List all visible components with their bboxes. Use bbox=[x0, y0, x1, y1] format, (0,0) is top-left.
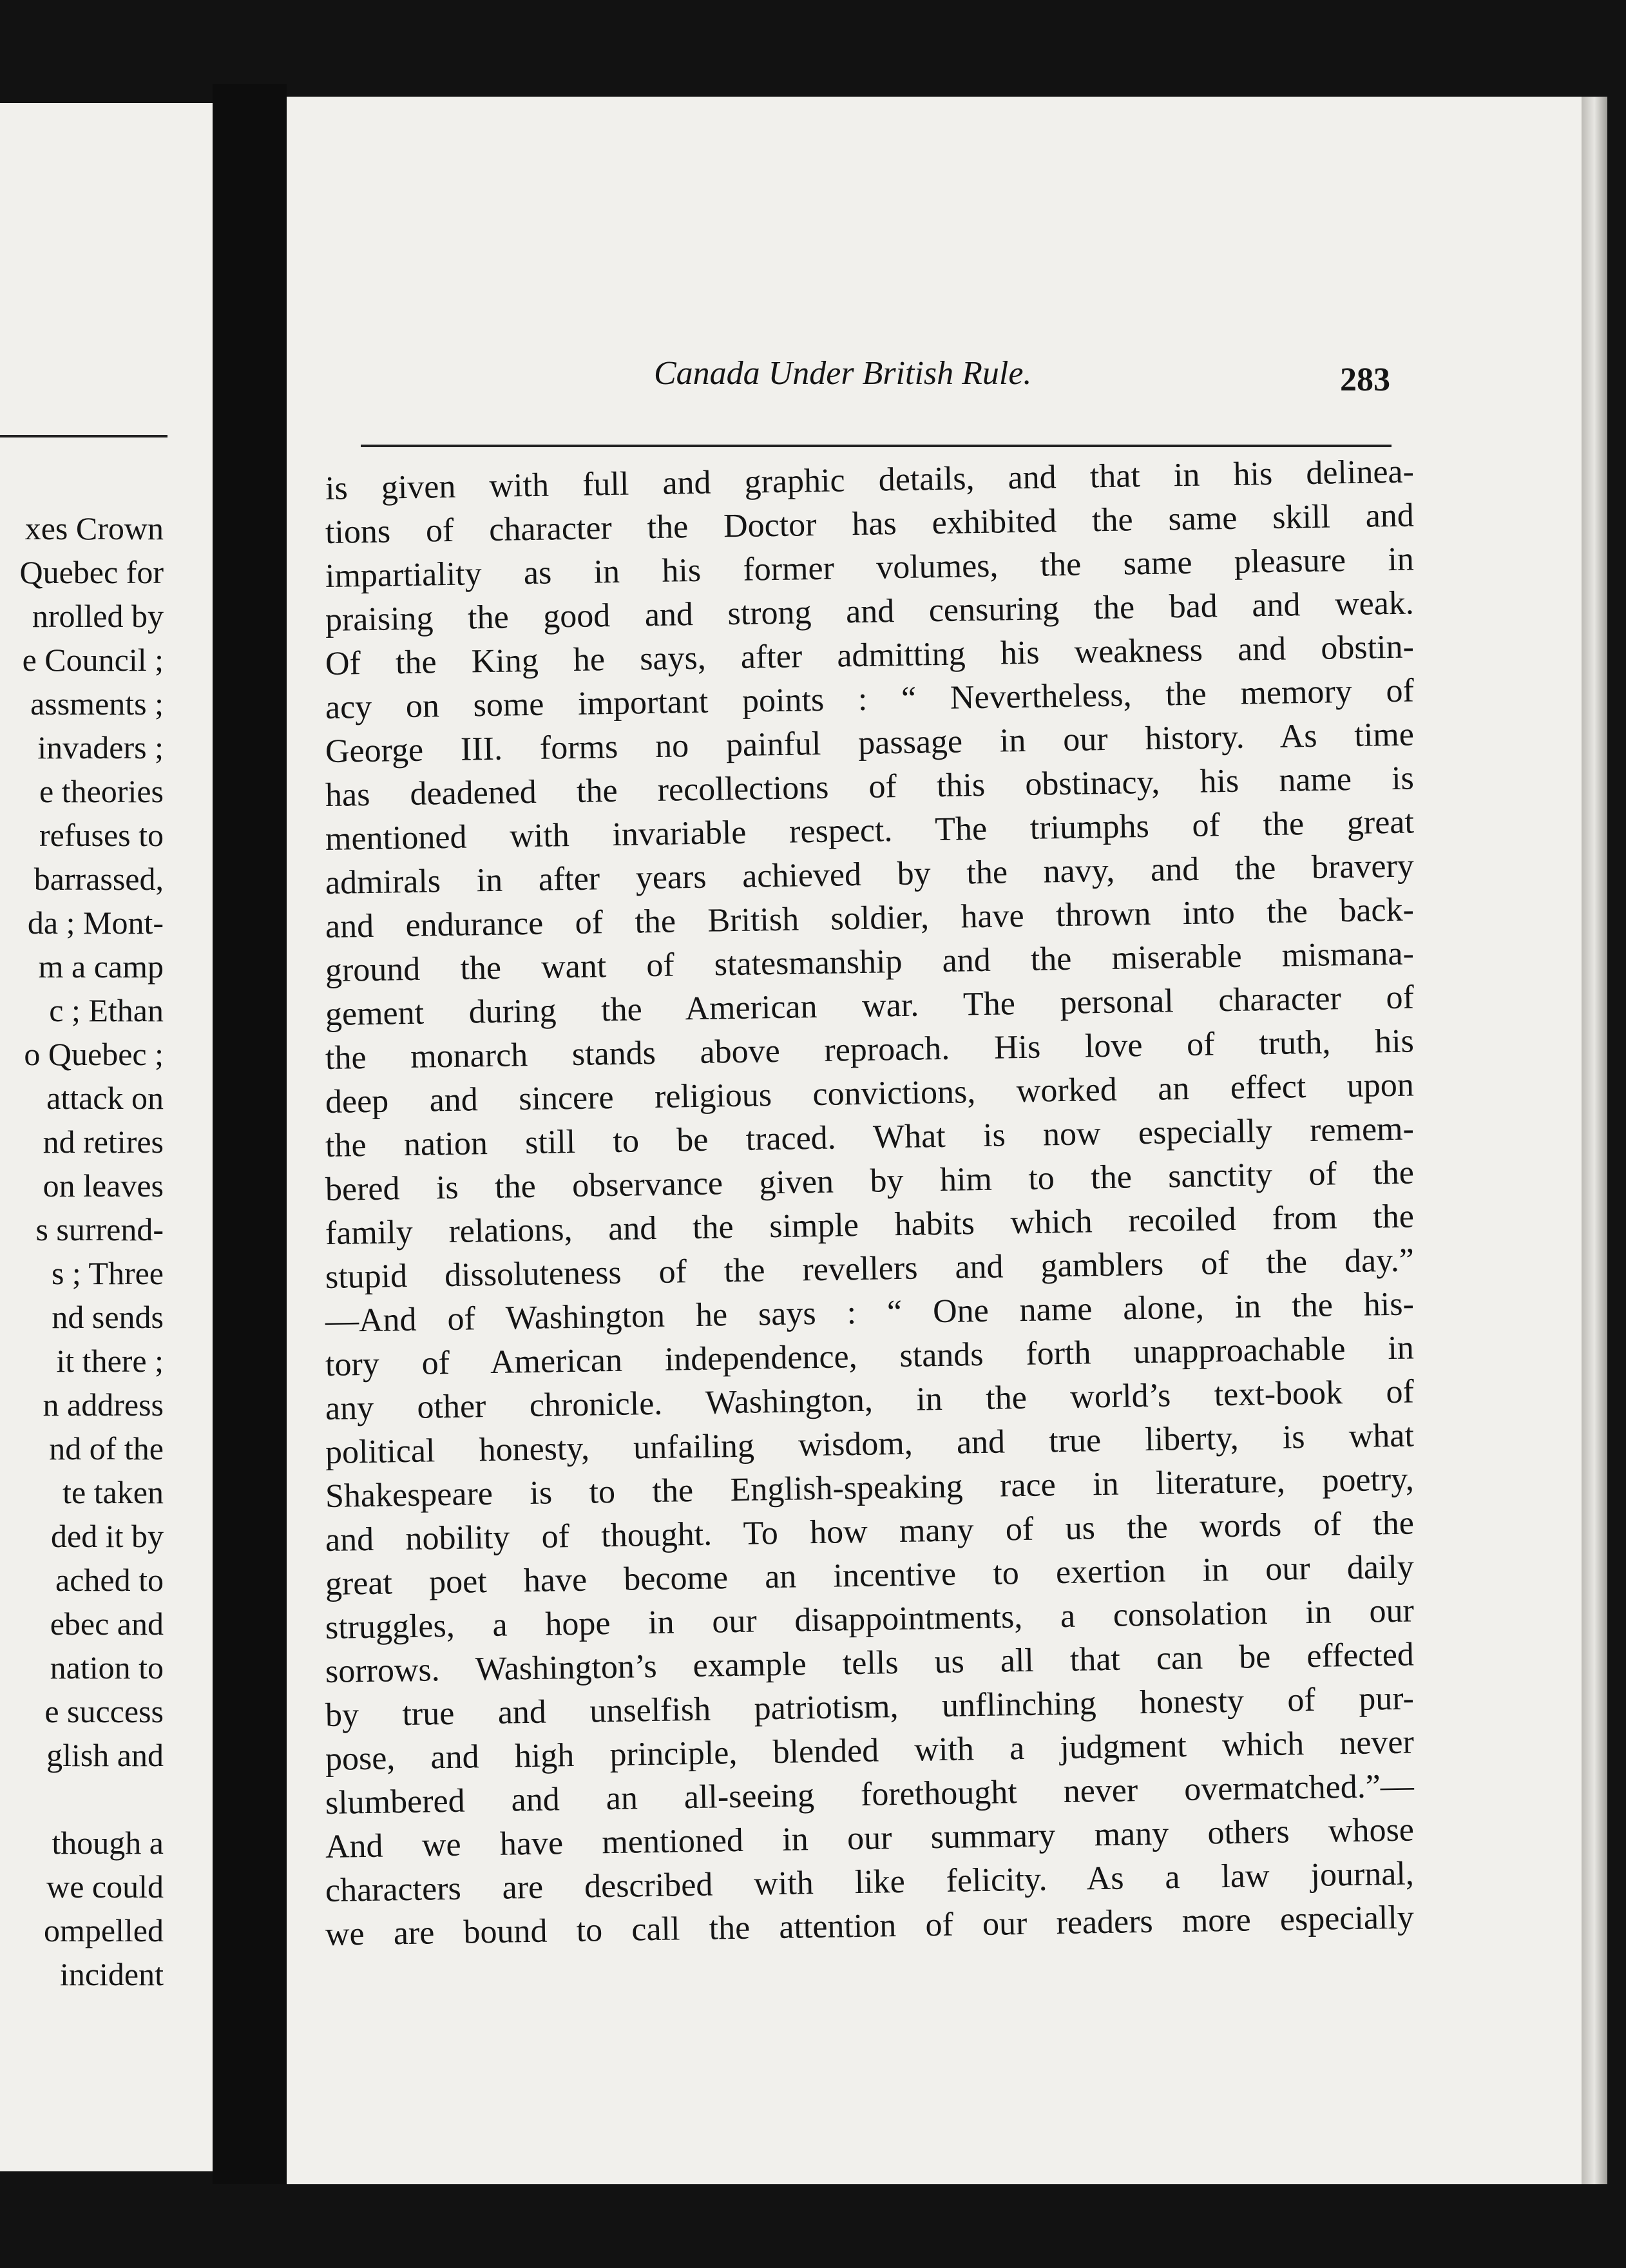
right-page bbox=[287, 97, 1607, 2268]
text-line: George III. forms no painful passage in our history. As time bbox=[325, 716, 1415, 770]
left-text-line: we could bbox=[46, 1869, 164, 1905]
left-text-line: ded it by bbox=[51, 1518, 164, 1554]
left-text-line: ompelled bbox=[43, 1912, 164, 1948]
text-line: tions of character the Doctor has exhibited the same skill and bbox=[325, 497, 1415, 551]
left-text-line: da ; Mont- bbox=[27, 905, 164, 941]
left-text-line: barrassed, bbox=[33, 861, 164, 897]
text-line: and nobility of thought. To how many of us the words of the bbox=[325, 1504, 1415, 1559]
text-line: the monarch stands above reproach. His love of truth, his bbox=[325, 1023, 1415, 1077]
text-line: stupid dissoluteness of the revellers and gamblers of the day.” bbox=[325, 1242, 1415, 1296]
text-line: slumbered and an all-seeing forethought never overmatched.”— bbox=[325, 1767, 1415, 1821]
left-text-line: incident bbox=[59, 1956, 164, 1992]
left-text-line: s ; Three bbox=[51, 1255, 164, 1291]
text-line: pose, and high principle, blended with a judgment which never bbox=[325, 1724, 1415, 1778]
left-text-line: n address bbox=[43, 1387, 164, 1423]
text-line: has deadened the recollections of this obstinacy, his name is bbox=[325, 760, 1415, 814]
text-line: is given with full and graphic details, and that in his delinea- bbox=[325, 453, 1415, 507]
left-text-line: nation to bbox=[50, 1649, 164, 1686]
page-number: 283 bbox=[1340, 361, 1390, 398]
page-edge bbox=[1582, 97, 1607, 2268]
text-line: tory of American independence, stands forth unapproachable in bbox=[325, 1329, 1415, 1383]
left-page-fragment bbox=[0, 103, 215, 2171]
text-line: family relations, and the simple habits which recoiled from the bbox=[325, 1198, 1415, 1252]
text-line: characters are described with like felicity. As a law journal, bbox=[325, 1855, 1415, 1909]
text-line: deep and sincere religious convictions, worked an effect upon bbox=[325, 1066, 1415, 1120]
text-line: by true and unselfish patriotism, unflinching honesty of pur- bbox=[325, 1680, 1415, 1734]
left-text-line: invaders ; bbox=[37, 729, 164, 765]
text-line: And we have mentioned in our summary many others whose bbox=[325, 1811, 1415, 1865]
left-text-line: nd retires bbox=[43, 1124, 164, 1160]
left-text-line: xes Crown bbox=[24, 510, 164, 546]
left-text-line: ached to bbox=[55, 1562, 164, 1598]
text-line: great poet have become an incentive to exertion in our daily bbox=[325, 1548, 1415, 1602]
running-head: Canada Under British Rule. bbox=[654, 355, 1032, 392]
left-text-line: nrolled by bbox=[32, 598, 164, 634]
text-line: impartiality as in his former volumes, the same pleasure in bbox=[325, 541, 1415, 595]
scan-background bbox=[0, 2184, 1626, 2268]
text-line: any other chronicle. Washington, in the world’s text-book of bbox=[325, 1373, 1415, 1427]
left-text-line: on leaves bbox=[43, 1168, 164, 1204]
text-line: Of the King he says, after admitting his weakness and obstin- bbox=[325, 628, 1415, 682]
book-gutter bbox=[213, 84, 287, 2268]
left-text-line: it there ; bbox=[56, 1343, 164, 1379]
book-spread bbox=[0, 84, 1626, 2268]
left-text-line: ebec and bbox=[50, 1606, 164, 1642]
left-text-line: s surrend- bbox=[35, 1211, 164, 1247]
text-line: admirals in after years achieved by the navy, and the bravery bbox=[325, 847, 1415, 901]
text-line: sorrows. Washington’s example tells us all that can be effected bbox=[325, 1636, 1415, 1690]
left-text-line: assments ; bbox=[30, 686, 164, 722]
left-text-line: m a camp bbox=[38, 948, 164, 985]
text-line: praising the good and strong and censuring the bad and weak. bbox=[325, 584, 1415, 639]
left-text-line: e Council ; bbox=[22, 642, 164, 678]
body-text bbox=[325, 453, 1415, 1957]
left-text-line: nd sends bbox=[52, 1299, 164, 1335]
left-text-line: te taken bbox=[62, 1474, 164, 1510]
header-rule bbox=[361, 445, 1392, 447]
text-line: we are bound to call the attention of our readers more especially bbox=[325, 1899, 1415, 1953]
left-text-line: glish and bbox=[46, 1737, 164, 1773]
left-text-line: c ; Ethan bbox=[49, 992, 164, 1028]
text-line: —And of Washington he says : “ One name alone, in the his- bbox=[325, 1285, 1415, 1340]
text-line: acy on some important points : “ Nevertheless, the memory of bbox=[325, 672, 1415, 726]
left-header-rule bbox=[0, 435, 167, 437]
text-line: bered is the observance given by him to the sanctity of the bbox=[325, 1154, 1415, 1208]
left-text-line: nd of the bbox=[49, 1430, 164, 1466]
left-text-line: e theories bbox=[39, 773, 164, 809]
left-text-line: Quebec for bbox=[19, 554, 164, 590]
text-line: ground the want of statesmanship and the miserable mismana- bbox=[325, 935, 1415, 989]
text-line: Shakespeare is to the English-speaking race in literature, poetry, bbox=[325, 1461, 1415, 1515]
text-line: gement during the American war. The personal character of bbox=[325, 979, 1415, 1033]
left-text-line: refuses to bbox=[39, 817, 164, 853]
text-line: mentioned with invariable respect. The triumphs of the great bbox=[325, 803, 1415, 858]
left-text-line: e success bbox=[44, 1693, 164, 1729]
text-line: and endurance of the British soldier, have thrown into the back- bbox=[325, 891, 1415, 945]
left-text-line: o Quebec ; bbox=[24, 1036, 164, 1072]
left-text-line: though a bbox=[52, 1825, 164, 1861]
left-text-line: attack on bbox=[46, 1080, 164, 1116]
text-line: struggles, a hope in our disappointments, a consolation in our bbox=[325, 1592, 1415, 1646]
text-line: the nation still to be traced. What is now especially remem- bbox=[325, 1110, 1415, 1164]
text-line: political honesty, unfailing wisdom, and true liberty, is what bbox=[325, 1417, 1415, 1471]
